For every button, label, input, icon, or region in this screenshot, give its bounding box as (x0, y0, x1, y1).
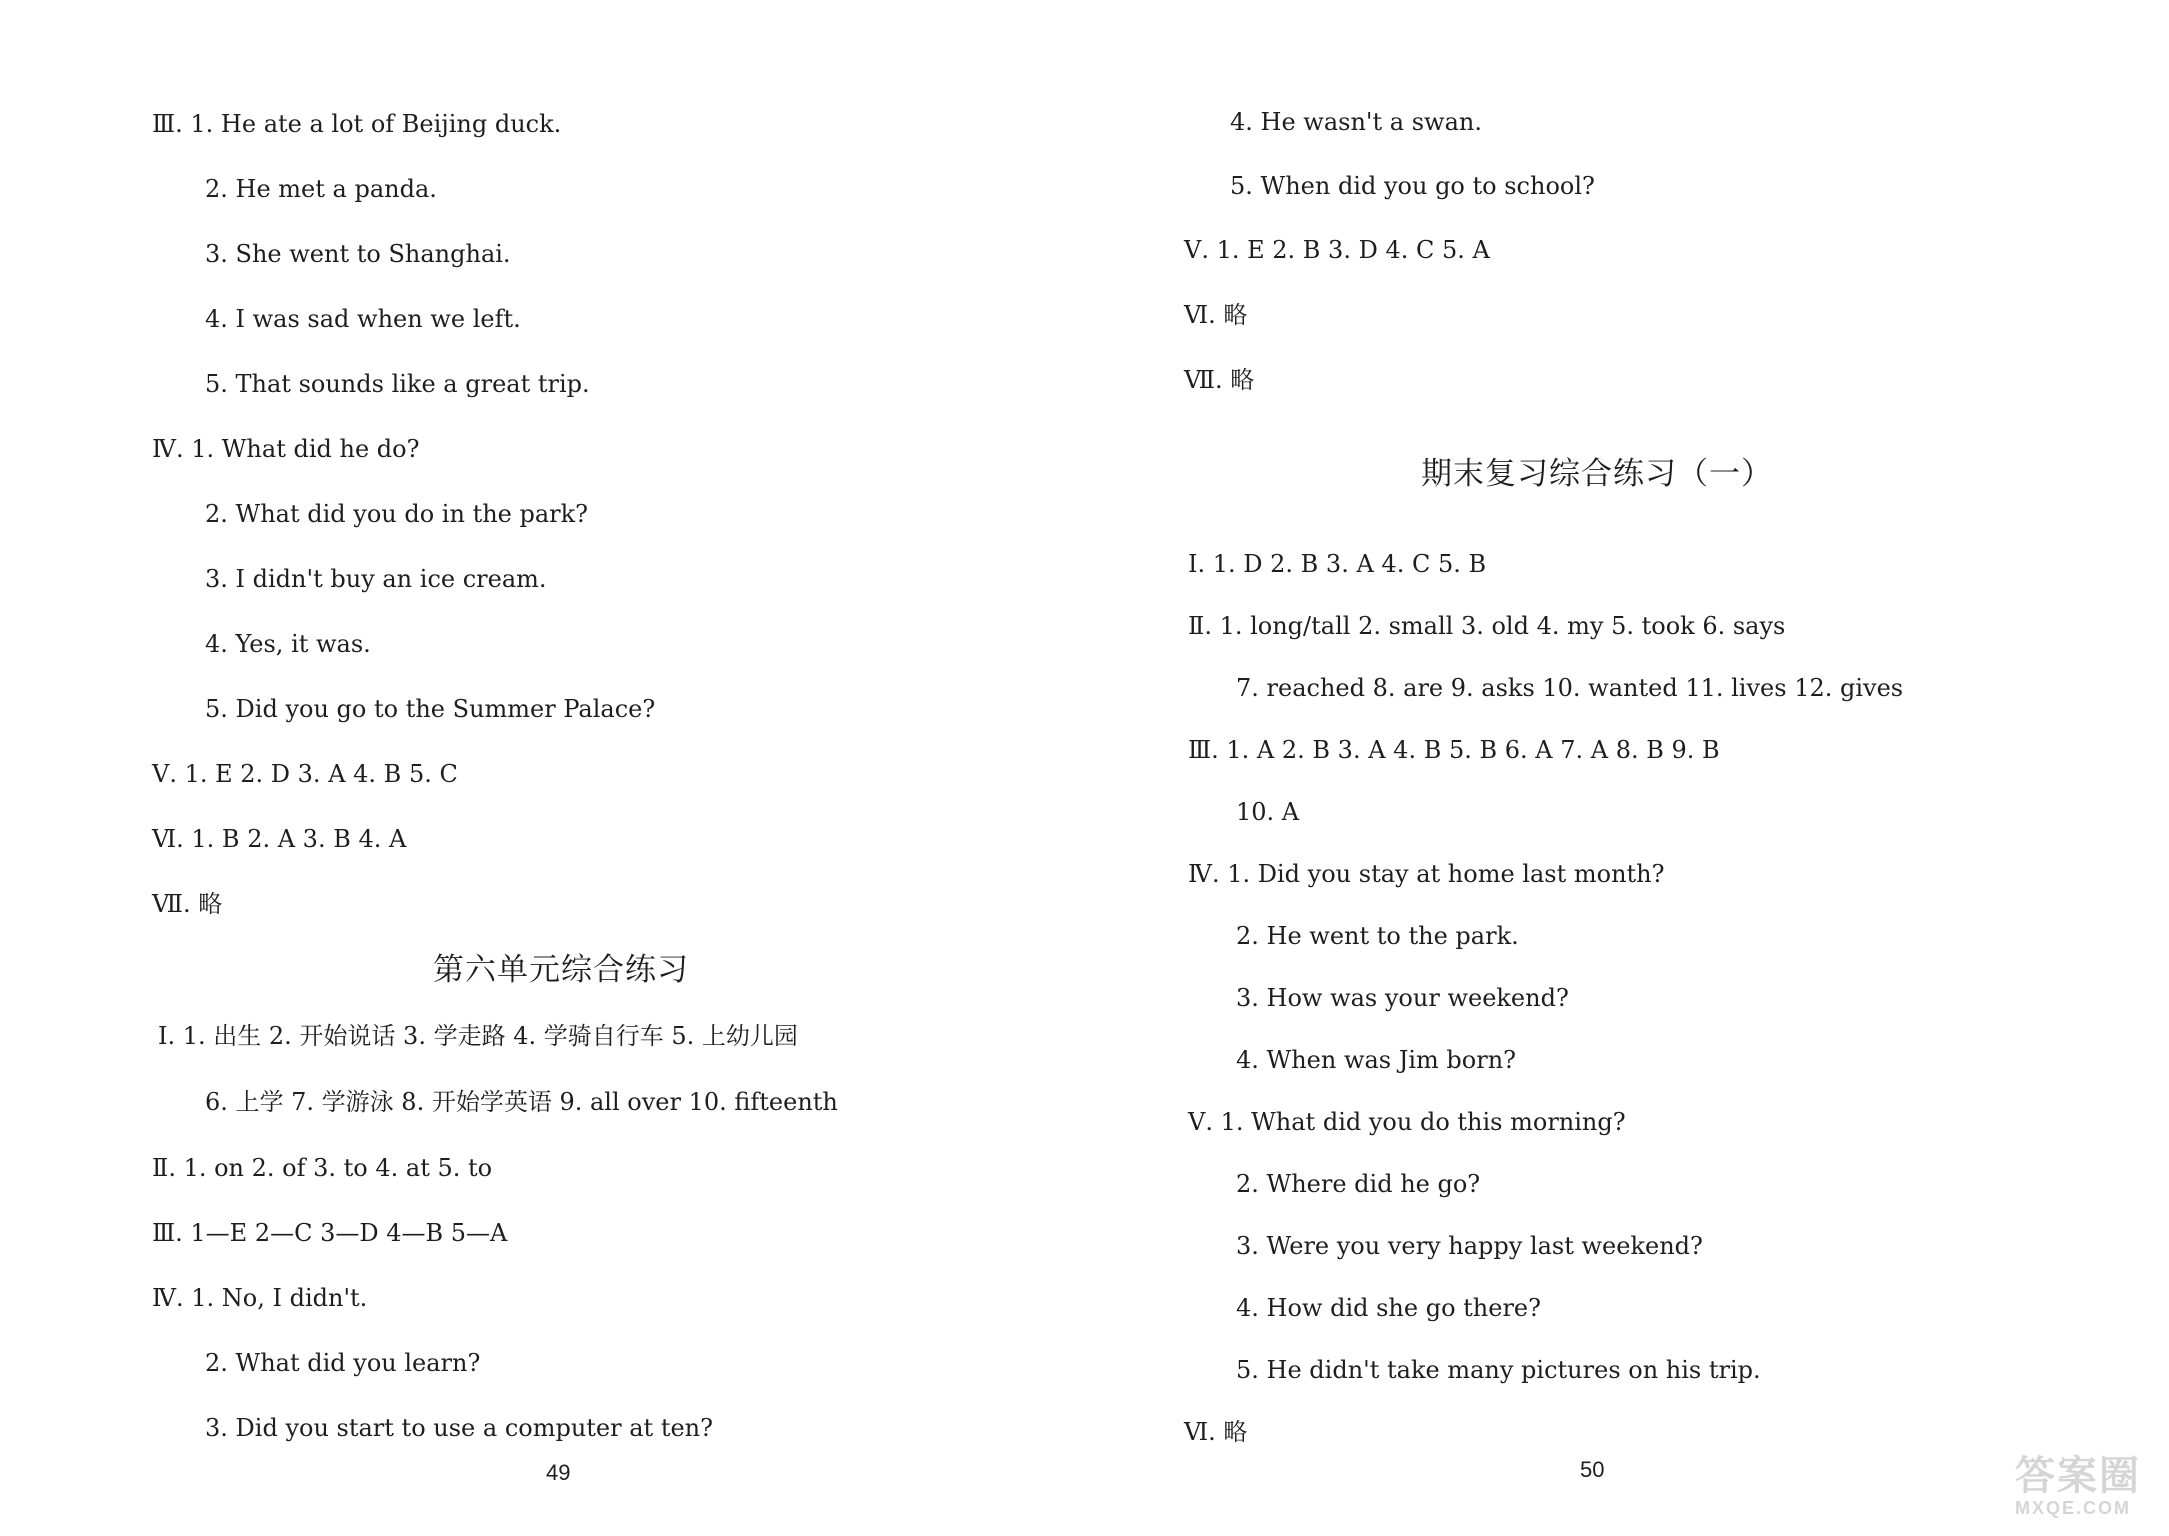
answer-line: Ⅳ. 1. What did he do? (152, 435, 420, 463)
answer-line: Ⅳ. 1. No, I didn't. (152, 1284, 368, 1312)
answer-line: Ⅰ. 1. 出生 2. 开始说话 3. 学走路 4. 学骑自行车 5. 上幼儿园 (158, 1022, 798, 1050)
answer-line: 4. Yes, it was. (205, 630, 371, 658)
answer-line: 3. Were you very happy last weekend? (1236, 1232, 1703, 1260)
answer-line: 3. Did you start to use a computer at ten? (205, 1414, 713, 1442)
watermark-url: MXQE.COM (2015, 1498, 2132, 1518)
answer-line: 10. A (1236, 798, 1300, 826)
answer-line: 5. He didn't take many pictures on his trip. (1236, 1356, 1761, 1384)
page-number: 50 (1580, 1457, 1605, 1482)
answer-line: Ⅵ. 1. B 2. A 3. B 4. A (152, 825, 407, 853)
answer-line: Ⅴ. 1. E 2. B 3. D 4. C 5. A (1184, 236, 1490, 264)
answer-line: 5. That sounds like a great trip. (205, 370, 590, 398)
answer-line: Ⅵ. 略 (1184, 301, 1248, 329)
answer-line: 2. What did you learn? (205, 1349, 481, 1377)
section-title: 期末复习综合练习（一） (1421, 456, 1773, 492)
answer-line: Ⅲ. 1. A 2. B 3. A 4. B 5. B 6. A 7. A 8. B 9. B (1188, 736, 1720, 764)
answer-line: Ⅳ. 1. Did you stay at home last month? (1188, 860, 1665, 888)
answer-line: 2. He met a panda. (205, 175, 437, 203)
answer-line: Ⅶ. 略 (1184, 366, 1255, 394)
answer-line: 2. Where did he go? (1236, 1170, 1481, 1198)
answer-line: Ⅵ. 略 (1184, 1418, 1248, 1446)
answer-line: 4. I was sad when we left. (205, 305, 521, 333)
answer-line: Ⅴ. 1. E 2. D 3. A 4. B 5. C (152, 760, 458, 788)
section-title: 第六单元综合练习 (433, 952, 689, 988)
answer-line: 4. He wasn't a swan. (1230, 108, 1482, 136)
answer-line: 3. I didn't buy an ice cream. (205, 565, 547, 593)
answer-line: Ⅱ. 1. on 2. of 3. to 4. at 5. to (152, 1154, 493, 1182)
answer-line: Ⅰ. 1. D 2. B 3. A 4. C 5. B (1188, 550, 1487, 578)
answer-line: Ⅴ. 1. What did you do this morning? (1188, 1108, 1626, 1136)
answer-line: 5. When did you go to school? (1230, 172, 1595, 200)
answer-line: 4. How did she go there? (1236, 1294, 1542, 1322)
right-page (1084, 0, 2169, 1536)
answer-line: 4. When was Jim born? (1236, 1046, 1517, 1074)
answer-line: 6. 上学 7. 学游泳 8. 开始学英语 9. all over 10. fifteenth (205, 1088, 838, 1116)
left-page (0, 0, 1084, 1536)
answer-line: 3. She went to Shanghai. (205, 240, 511, 268)
page-number: 49 (546, 1460, 571, 1485)
answer-line: Ⅲ. 1—E 2—C 3—D 4—B 5—A (152, 1219, 508, 1247)
answer-line: Ⅲ. 1. He ate a lot of Beijing duck. (152, 110, 562, 138)
watermark-logo-text: 答案圈 (2015, 1454, 2141, 1498)
answer-line: Ⅱ. 1. long/tall 2. small 3. old 4. my 5. took 6. says (1188, 612, 1786, 640)
answer-line: 2. What did you do in the park? (205, 500, 589, 528)
answer-line: 7. reached 8. are 9. asks 10. wanted 11. lives 12. gives (1236, 674, 1904, 702)
watermark-logo (2015, 1454, 2155, 1524)
answer-line: Ⅶ. 略 (152, 890, 223, 918)
answer-line: 2. He went to the park. (1236, 922, 1519, 950)
answer-line: 3. How was your weekend? (1236, 984, 1569, 1012)
answer-line: 5. Did you go to the Summer Palace? (205, 695, 656, 723)
